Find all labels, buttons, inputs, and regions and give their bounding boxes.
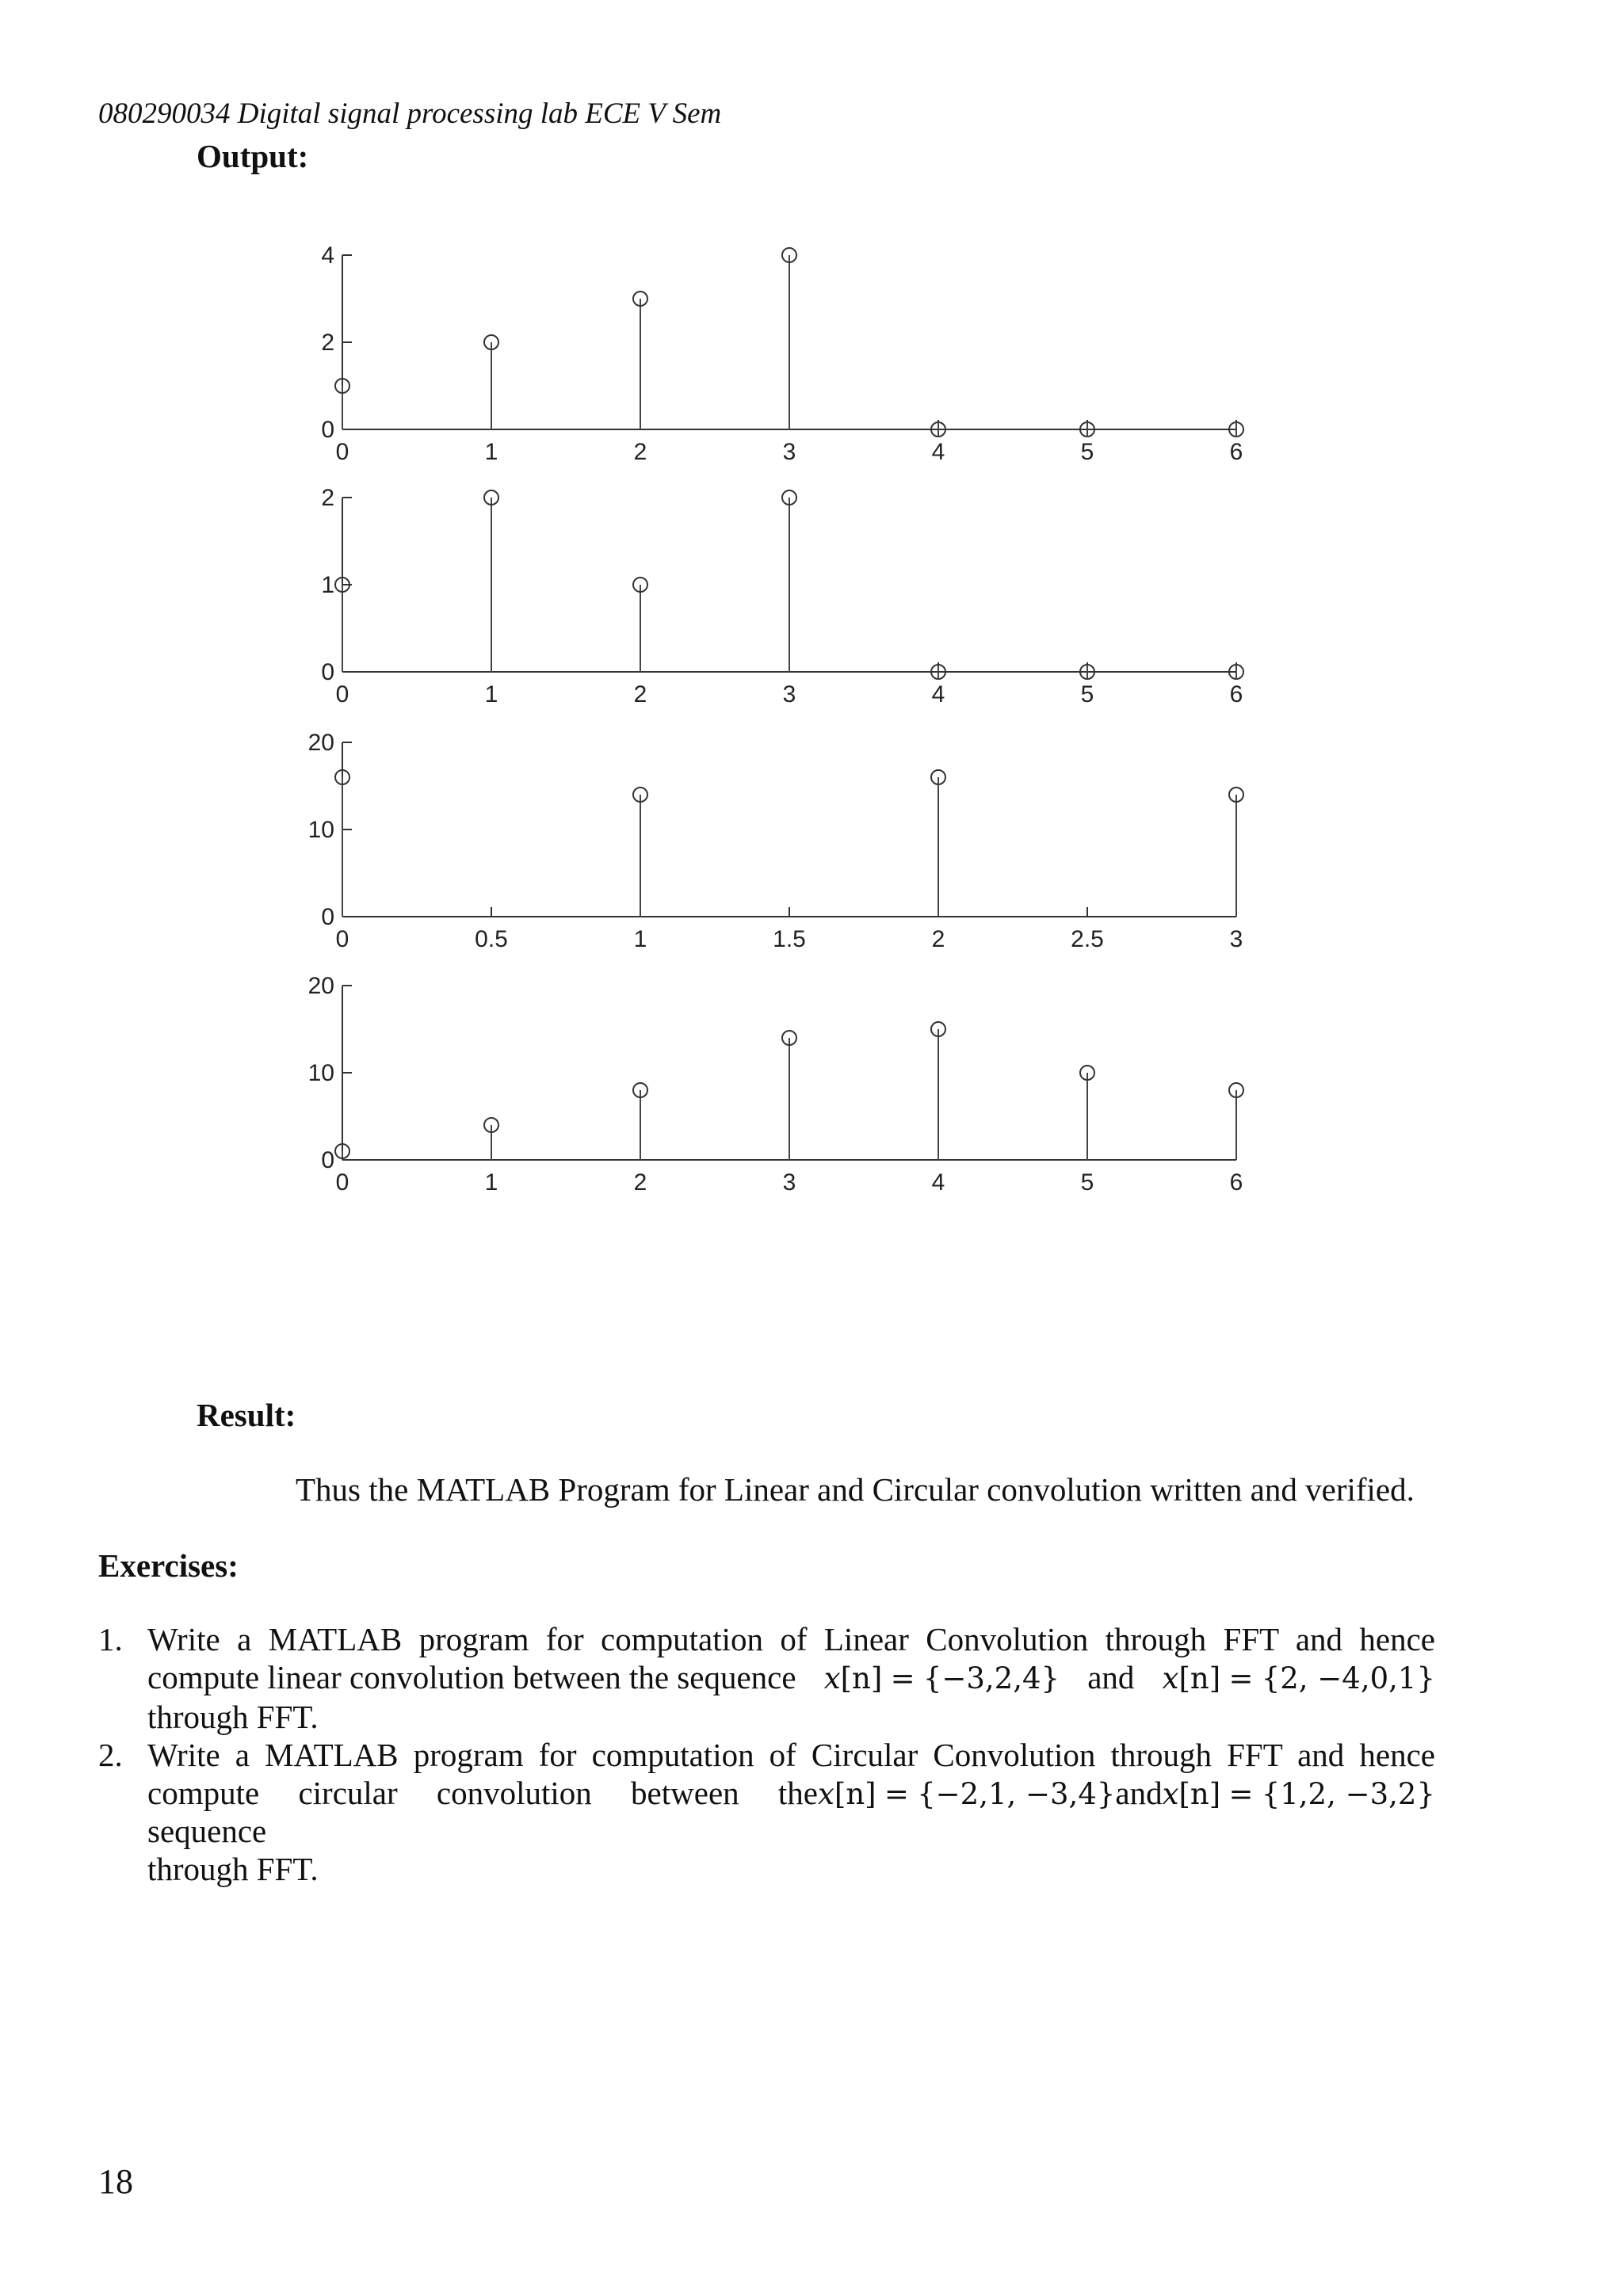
exercise-number: 2.: [98, 1737, 123, 1773]
x-tick-label: 0: [335, 439, 349, 465]
y-tick-label: 0: [321, 904, 334, 930]
x-tick-label: 5: [1080, 681, 1094, 707]
x-tick-label: 5: [1080, 1169, 1094, 1196]
exercise-line: Write a MATLAB program for computation of Linear Convolution through FFT and hence: [147, 1621, 1435, 1657]
y-tick-label: 10: [307, 1060, 334, 1086]
x-tick-label: 1.5: [773, 926, 806, 952]
y-tick-label: 0: [321, 659, 334, 685]
equals-sign: =: [1228, 1777, 1254, 1811]
exercise-text: compute circular convolution between the sequence: [147, 1775, 819, 1849]
x-tick-label: 4: [931, 439, 945, 465]
x-tick-label: 6: [1229, 681, 1243, 707]
exercise-list: [98, 1620, 1435, 1888]
exercise-line: Write a MATLAB program for computation of Circular Convolution through FFT and hence: [147, 1737, 1435, 1773]
course-header: 080290034 Digital signal processing lab ECE V Sem: [98, 97, 722, 130]
signal-symbol: x: [1162, 1777, 1179, 1811]
y-tick-label: 2: [321, 330, 334, 356]
sequence-1: {−2,1, −3,4}: [917, 1777, 1116, 1811]
signal-symbol: x: [823, 1661, 841, 1695]
exercise-line: through FFT.: [147, 1699, 319, 1735]
x-tick-label: 1: [633, 926, 647, 952]
x-tick-label: 2: [633, 439, 647, 465]
signal-index: [n]: [840, 1661, 883, 1695]
x-tick-label: 3: [782, 681, 796, 707]
x-tick-label: 2.5: [1071, 926, 1104, 952]
x-tick-label: 2: [633, 681, 647, 707]
y-tick-label: 20: [307, 730, 334, 756]
x-tick-label: 1: [484, 1169, 498, 1196]
signal-symbol: x: [818, 1777, 834, 1811]
y-tick-label: 0: [321, 1147, 334, 1173]
signal-index: [n]: [1178, 1661, 1221, 1695]
signal-index: [n]: [834, 1777, 876, 1811]
y-tick-label: 1: [321, 572, 334, 598]
sequence-expression: [1163, 1774, 1435, 1850]
exercises-heading: Exercises:: [98, 1547, 239, 1584]
exercise-line: [147, 1774, 1435, 1850]
x-tick-label: 0: [335, 681, 349, 707]
page-number: 18: [98, 2162, 133, 2201]
x-tick-label: 5: [1080, 439, 1094, 465]
sequence-expression: [1163, 1658, 1435, 1698]
x-tick-label: 4: [931, 681, 945, 707]
sequence-2: {1,2, −3,2}: [1261, 1777, 1435, 1811]
y-tick-label: 20: [307, 973, 334, 999]
x-tick-label: 0: [335, 926, 349, 952]
sequence-expression: [818, 1774, 1115, 1850]
output-heading: Output:: [197, 138, 309, 174]
sequence-expression: [824, 1658, 1060, 1698]
stem-plot-3: [308, 730, 1243, 952]
exercise-text: compute linear convolution between the sequence: [147, 1659, 796, 1695]
exercise-number: 1.: [98, 1621, 123, 1657]
stem-plot-1: [321, 242, 1243, 465]
y-tick-label: 0: [321, 417, 334, 443]
stem-plot-2: [321, 485, 1243, 707]
x-tick-label: 3: [782, 439, 796, 465]
y-tick-label: 10: [307, 817, 334, 843]
y-tick-label: 4: [321, 242, 334, 269]
equals-sign: =: [884, 1777, 909, 1811]
exercise-item-2: [98, 1736, 1435, 1888]
exercise-line: through FFT.: [147, 1851, 319, 1887]
x-tick-label: 0: [335, 1169, 349, 1196]
signal-index: [n]: [1178, 1777, 1221, 1811]
x-tick-label: 3: [1229, 926, 1243, 952]
x-tick-label: 1: [484, 681, 498, 707]
x-tick-label: 6: [1229, 439, 1243, 465]
result-heading: Result:: [197, 1397, 296, 1433]
signal-symbol: x: [1162, 1661, 1179, 1695]
stem-plot-4: [308, 973, 1243, 1196]
x-tick-label: 0.5: [475, 926, 508, 952]
x-tick-label: 2: [633, 1169, 647, 1196]
x-tick-label: 3: [782, 1169, 796, 1196]
x-tick-label: 1: [484, 439, 498, 465]
x-tick-label: 2: [931, 926, 945, 952]
sequence-1: {−3,2,4}: [922, 1661, 1060, 1695]
result-text: Thus the MATLAB Program for Linear and Circular convolution written and verified.: [296, 1471, 1415, 1508]
equals-sign: =: [1228, 1661, 1254, 1695]
x-tick-label: 6: [1229, 1169, 1243, 1196]
connector-word: and: [1087, 1659, 1135, 1695]
y-tick-label: 2: [321, 485, 334, 511]
x-tick-label: 4: [931, 1169, 945, 1196]
equals-sign: =: [890, 1661, 915, 1695]
connector-word: and: [1115, 1775, 1163, 1811]
exercise-line: [147, 1658, 1435, 1698]
sequence-2: {2, −4,0,1}: [1261, 1661, 1435, 1695]
exercise-item-1: [98, 1620, 1435, 1736]
